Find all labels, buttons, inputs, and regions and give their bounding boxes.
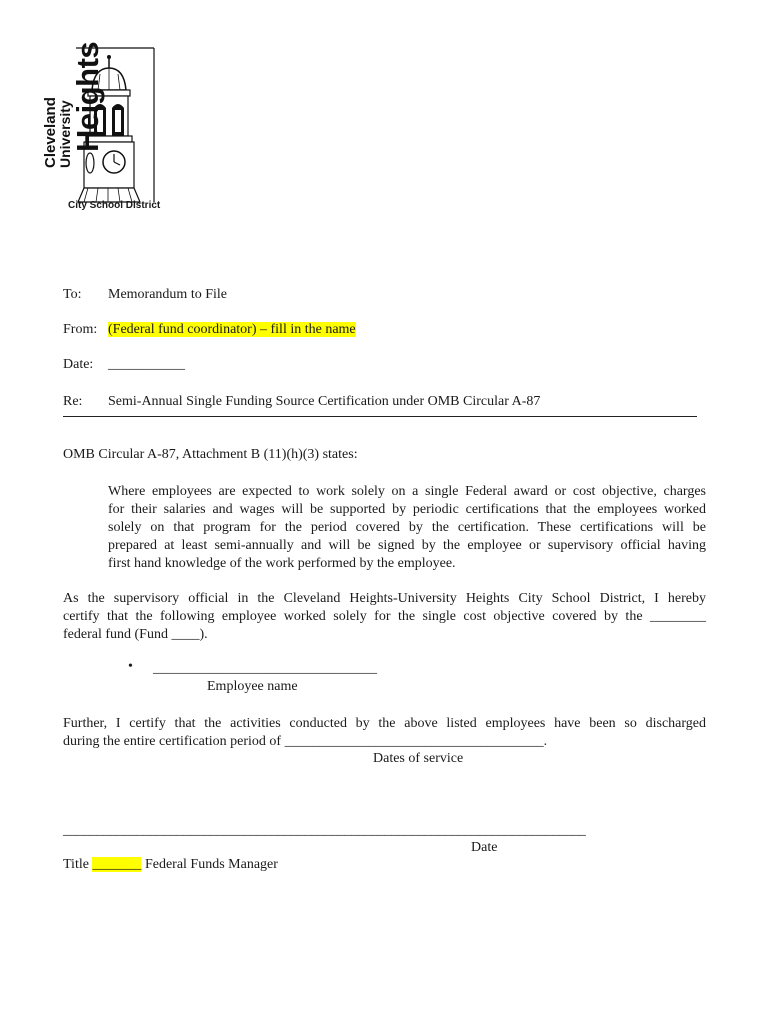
quote-block	[108, 483, 706, 573]
date-row	[63, 357, 185, 373]
date-label: Date:	[63, 357, 94, 372]
logo-district-text: City School District	[68, 200, 161, 211]
district-logo	[42, 41, 161, 216]
cert-line: As the supervisory official in the Cleveland Heights-University Heights City School District, I hereby	[63, 591, 706, 606]
re-value: Semi-Annual Single Funding Source Certification under OMB Circular A-87	[108, 394, 541, 409]
date-value: ___________	[108, 357, 185, 372]
dates-of-service-label: Dates of service	[373, 751, 464, 766]
title-suffix: Federal Funds Manager	[144, 857, 278, 872]
logo-university-text: University	[57, 100, 73, 168]
title-blank: _______	[92, 857, 142, 872]
further-line: during the entire certification period of _____________________________________.	[63, 734, 548, 749]
cert-line: federal fund (Fund ____).	[63, 627, 208, 642]
header-divider	[63, 416, 697, 417]
further-paragraph	[63, 715, 706, 751]
title-label: Title	[63, 857, 89, 872]
signature-date-label: Date	[471, 840, 498, 855]
title-row	[63, 857, 278, 873]
quote-line: prepared at least semi-annually and will be signed by the employee or supervisory official having	[108, 538, 706, 553]
intro-text: OMB Circular A-87, Attachment B (11)(h)(3) states:	[63, 447, 358, 462]
quote-line: first hand knowledge of the work performed by the employee.	[108, 556, 456, 571]
to-label: To:	[63, 287, 82, 302]
signature-line: ______________________________________________________________________________	[63, 823, 586, 838]
logo-cleveland-text: Cleveland	[42, 97, 59, 168]
certification-paragraph	[63, 590, 706, 644]
employee-name-label: Employee name	[207, 679, 298, 694]
quote-line: Where employees are expected to work solely on a single Federal award or cost objective, charges	[108, 484, 706, 499]
quote-line: solely on that program for the period covered by the certification. These certifications will be	[108, 520, 706, 535]
bullet: •	[128, 659, 133, 674]
to-value: Memorandum to File	[108, 287, 227, 302]
quote-line: for their salaries and wages will be supported by periodic certifications that the employees worked	[108, 502, 706, 517]
to-row	[63, 287, 227, 303]
re-row	[63, 394, 540, 410]
further-line: Further, I certify that the activities conducted by the above listed employees have been so discharged	[63, 716, 706, 731]
employee-name-blank: ________________________________	[153, 661, 377, 676]
re-label: Re:	[63, 394, 83, 409]
cert-line: certify that the following employee worked solely for the single cost objective covered by the ________	[63, 609, 706, 624]
from-row	[63, 322, 356, 338]
logo-heights-text: Heights	[70, 41, 105, 152]
from-value: (Federal fund coordinator) – fill in the name	[108, 322, 356, 337]
from-label: From:	[63, 322, 98, 337]
